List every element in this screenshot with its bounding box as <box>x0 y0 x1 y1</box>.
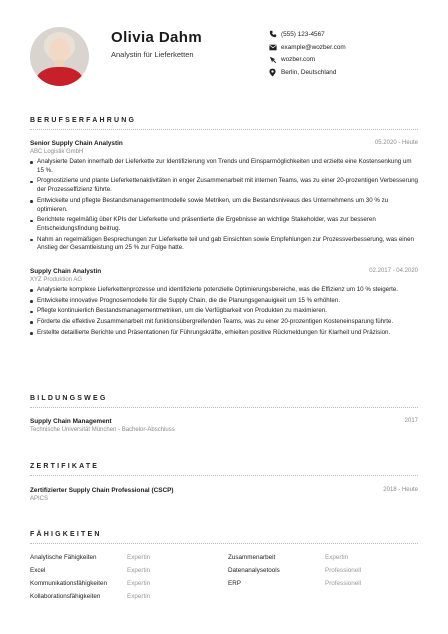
skill-name: Kommunikationsfähigkeiten <box>30 580 108 587</box>
job-bullet-list <box>30 286 418 340</box>
job-company: ABC Logistik GmbH <box>30 149 84 155</box>
education-school: Technische Universität München - Bachelor-Abschluss <box>30 427 175 433</box>
link-icon <box>268 55 277 64</box>
job-dates: 05.2020 - Heute <box>374 140 418 146</box>
list-item: Prognostizierte und plante Lieferkettenaktivitäten in enger Zusammenarbeit mit internen Teams, was zu einer 20-prozentigen Verbesserung der Prozesseffizienz führte. <box>30 177 418 194</box>
candidate-role: Analystin für Lieferketten <box>111 50 194 59</box>
education-section-title: BILDUNGSWEG <box>30 395 108 402</box>
section-divider <box>30 407 418 408</box>
section-divider <box>30 543 418 544</box>
degree-title: Supply Chain Management <box>30 418 112 425</box>
job-company: XYZ Produktion AG <box>30 277 83 283</box>
contact-phone <box>268 28 346 41</box>
contact-website-text: wozber.com <box>281 56 316 64</box>
list-item: Entwickelte und pflegte Bestandsmanagementmodelle sowie Metriken, um die Bestandsniveaus des Unternehmens um 30 % zu optimieren. <box>30 197 418 214</box>
experience-section-title: BERUFSERFAHRUNG <box>30 117 137 124</box>
section-divider <box>30 475 418 476</box>
skill-level: Professionell <box>325 580 362 587</box>
job-bullet-list <box>30 158 418 255</box>
contact-email[interactable] <box>268 41 346 54</box>
contact-location-text: Berlin, Deutschland <box>281 68 337 76</box>
skill-name: Analytische Fähigkeiten <box>30 554 97 561</box>
list-item: Pflegte kontinuierlich Bestandsmanagementmetriken, um die Verfügbarkeit von Produkten zu maximieren. <box>30 307 418 316</box>
skill-name: ERP <box>228 580 241 587</box>
skill-name: Kollaborationsfähigkeiten <box>30 593 101 600</box>
contact-email-text: example@wozber.com <box>281 43 346 51</box>
skill-level: Expertin <box>127 554 151 561</box>
certificate-title: Zertifizierter Supply Chain Professional (CSCP) <box>30 487 174 494</box>
skill-level: Expertin <box>127 580 151 587</box>
contact-phone-text: (555) 123-4567 <box>281 30 325 38</box>
list-item: Förderte die effektive Zusammenarbeit mit funktionsübergreifenden Teams, was zu einer 20-prozentigen Kosteneinsparung führte. <box>30 318 418 327</box>
list-item: Nahm an regelmäßigen Besprechungen zur Lieferkette teil und gab Einsichten sowie Empfehlungen zur Prozessverbesserung, was einen Anstieg der Gesamtleistung um 25 % zur Folge hatte. <box>30 236 418 253</box>
email-icon <box>268 43 277 52</box>
list-item: Analysierte komplexe Lieferkettenprozesse und identifizierte potenzielle Optimierungsbereiche, was die Effizienz um 10 % steigerte. <box>30 286 418 295</box>
skill-name: Zusammenarbeit <box>228 554 276 561</box>
location-pin-icon <box>268 68 277 77</box>
list-item: Entwickelte innovative Prognosemodelle für die Supply Chain, die die Planungsgenauigkeit um 15 % erhöhten. <box>30 297 418 306</box>
certificates-section-title: ZERTIFIKATE <box>30 463 100 470</box>
job-title: Senior Supply Chain Analystin <box>30 140 123 147</box>
skill-level: Expertin <box>127 567 151 574</box>
job-title: Supply Chain Analystin <box>30 268 102 275</box>
candidate-name: Olivia Dahm <box>111 29 203 46</box>
resume-header <box>0 0 448 108</box>
certificate-dates: 2018 - Heute <box>383 487 418 493</box>
contact-location <box>268 66 346 79</box>
phone-icon <box>268 30 277 39</box>
skill-level: Expertin <box>325 554 349 561</box>
skill-name: Datenanalysetools <box>228 567 280 574</box>
skill-level: Expertin <box>127 593 151 600</box>
list-item: Berichtete regelmäßig über KPIs der Lieferkette und präsentierte die Ergebnisse an wichtige Stakeholder, was zur besseren Entscheidungsfindung beitrug. <box>30 216 418 233</box>
skill-name: Excel <box>30 567 46 574</box>
avatar <box>30 27 89 86</box>
contact-list <box>268 28 346 79</box>
contact-website[interactable] <box>268 53 346 66</box>
skills-section-title: FÄHIGKEITEN <box>30 531 102 538</box>
section-divider <box>30 129 418 130</box>
certificate-issuer: APICS <box>30 496 49 502</box>
list-item: Erstellte detaillierte Berichte und Präsentationen für Führungskräfte, erhielten positive Rückmeldungen für Klarheit und Präzision. <box>30 329 418 338</box>
job-dates: 02.2017 - 04.2020 <box>369 268 418 274</box>
skill-level: Professionell <box>325 567 362 574</box>
list-item: Analysierte Daten innerhalb der Lieferkette zur Identifizierung von Trends und Einsparmöglichkeiten und erzielte eine Kostensenkung um 15 %. <box>30 158 418 175</box>
education-year: 2017 <box>404 418 418 424</box>
